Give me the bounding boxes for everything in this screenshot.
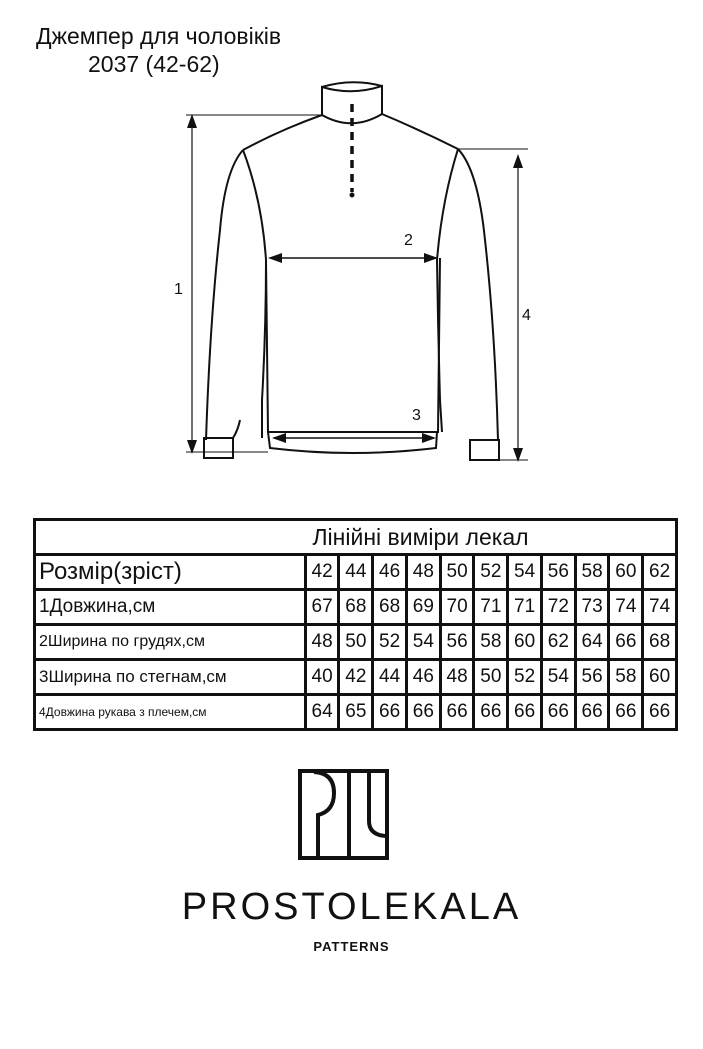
measurements-table: [33, 518, 678, 731]
size-cell: 50: [440, 555, 474, 590]
value-cell: 66: [575, 695, 609, 730]
value-cell: 42: [339, 660, 373, 695]
dimension-label-2: 2: [404, 232, 413, 249]
value-cell: 68: [643, 625, 677, 660]
value-cell: 72: [541, 590, 575, 625]
value-cell: 74: [643, 590, 677, 625]
value-cell: 50: [474, 660, 508, 695]
dimension-label-4: 4: [522, 307, 531, 324]
value-cell: 54: [541, 660, 575, 695]
size-cell: 48: [406, 555, 440, 590]
value-cell: 58: [609, 660, 643, 695]
size-cell: 52: [474, 555, 508, 590]
table-row: [35, 695, 677, 730]
value-cell: 74: [609, 590, 643, 625]
jumper-diagram: [0, 0, 703, 480]
table-caption: Лінійні виміри лекал: [35, 520, 677, 555]
value-cell: 71: [508, 590, 542, 625]
brand-logo-icon: [298, 769, 390, 861]
value-cell: 66: [508, 695, 542, 730]
brand-tagline: PATTERNS: [313, 939, 390, 954]
row-label: 4Довжина рукава з плечем,см: [35, 695, 306, 730]
value-cell: 52: [508, 660, 542, 695]
table-row: [35, 660, 677, 695]
value-cell: 66: [474, 695, 508, 730]
value-cell: 68: [339, 590, 373, 625]
value-cell: 69: [406, 590, 440, 625]
table-row: [35, 590, 677, 625]
value-cell: 56: [440, 625, 474, 660]
size-cell: 44: [339, 555, 373, 590]
value-cell: 44: [373, 660, 407, 695]
size-cell: 46: [373, 555, 407, 590]
row-label: 2Ширина по грудях,см: [35, 625, 306, 660]
value-cell: 73: [575, 590, 609, 625]
value-cell: 56: [575, 660, 609, 695]
dimension-label-1: 1: [174, 281, 183, 298]
value-cell: 64: [305, 695, 339, 730]
model-code: 2037 (42-62): [88, 51, 220, 77]
size-cell: 60: [609, 555, 643, 590]
size-cell: 54: [508, 555, 542, 590]
value-cell: 66: [609, 695, 643, 730]
value-cell: 66: [440, 695, 474, 730]
value-cell: 48: [305, 625, 339, 660]
value-cell: 48: [440, 660, 474, 695]
value-cell: 66: [541, 695, 575, 730]
size-cell: 56: [541, 555, 575, 590]
size-cell: 42: [305, 555, 339, 590]
value-cell: 46: [406, 660, 440, 695]
row-label: 3Ширина по стегнам,см: [35, 660, 306, 695]
size-header-label: Розмір(зріст): [35, 555, 306, 590]
value-cell: 40: [305, 660, 339, 695]
value-cell: 54: [406, 625, 440, 660]
value-cell: 62: [541, 625, 575, 660]
value-cell: 66: [609, 625, 643, 660]
value-cell: 64: [575, 625, 609, 660]
value-cell: 70: [440, 590, 474, 625]
value-cell: 66: [373, 695, 407, 730]
dimension-label-3: 3: [412, 407, 421, 424]
value-cell: 66: [406, 695, 440, 730]
value-cell: 71: [474, 590, 508, 625]
value-cell: 67: [305, 590, 339, 625]
value-cell: 65: [339, 695, 373, 730]
size-header-row: [35, 555, 677, 590]
table-row: [35, 625, 677, 660]
value-cell: 60: [508, 625, 542, 660]
value-cell: 68: [373, 590, 407, 625]
value-cell: 52: [373, 625, 407, 660]
value-cell: 66: [643, 695, 677, 730]
size-cell: 62: [643, 555, 677, 590]
value-cell: 50: [339, 625, 373, 660]
row-label: 1Довжина,см: [35, 590, 306, 625]
value-cell: 58: [474, 625, 508, 660]
page-title: Джемпер для чоловіків: [36, 23, 282, 49]
size-cell: 58: [575, 555, 609, 590]
value-cell: 60: [643, 660, 677, 695]
brand-name: PROSTOLEKALA: [181, 886, 522, 928]
